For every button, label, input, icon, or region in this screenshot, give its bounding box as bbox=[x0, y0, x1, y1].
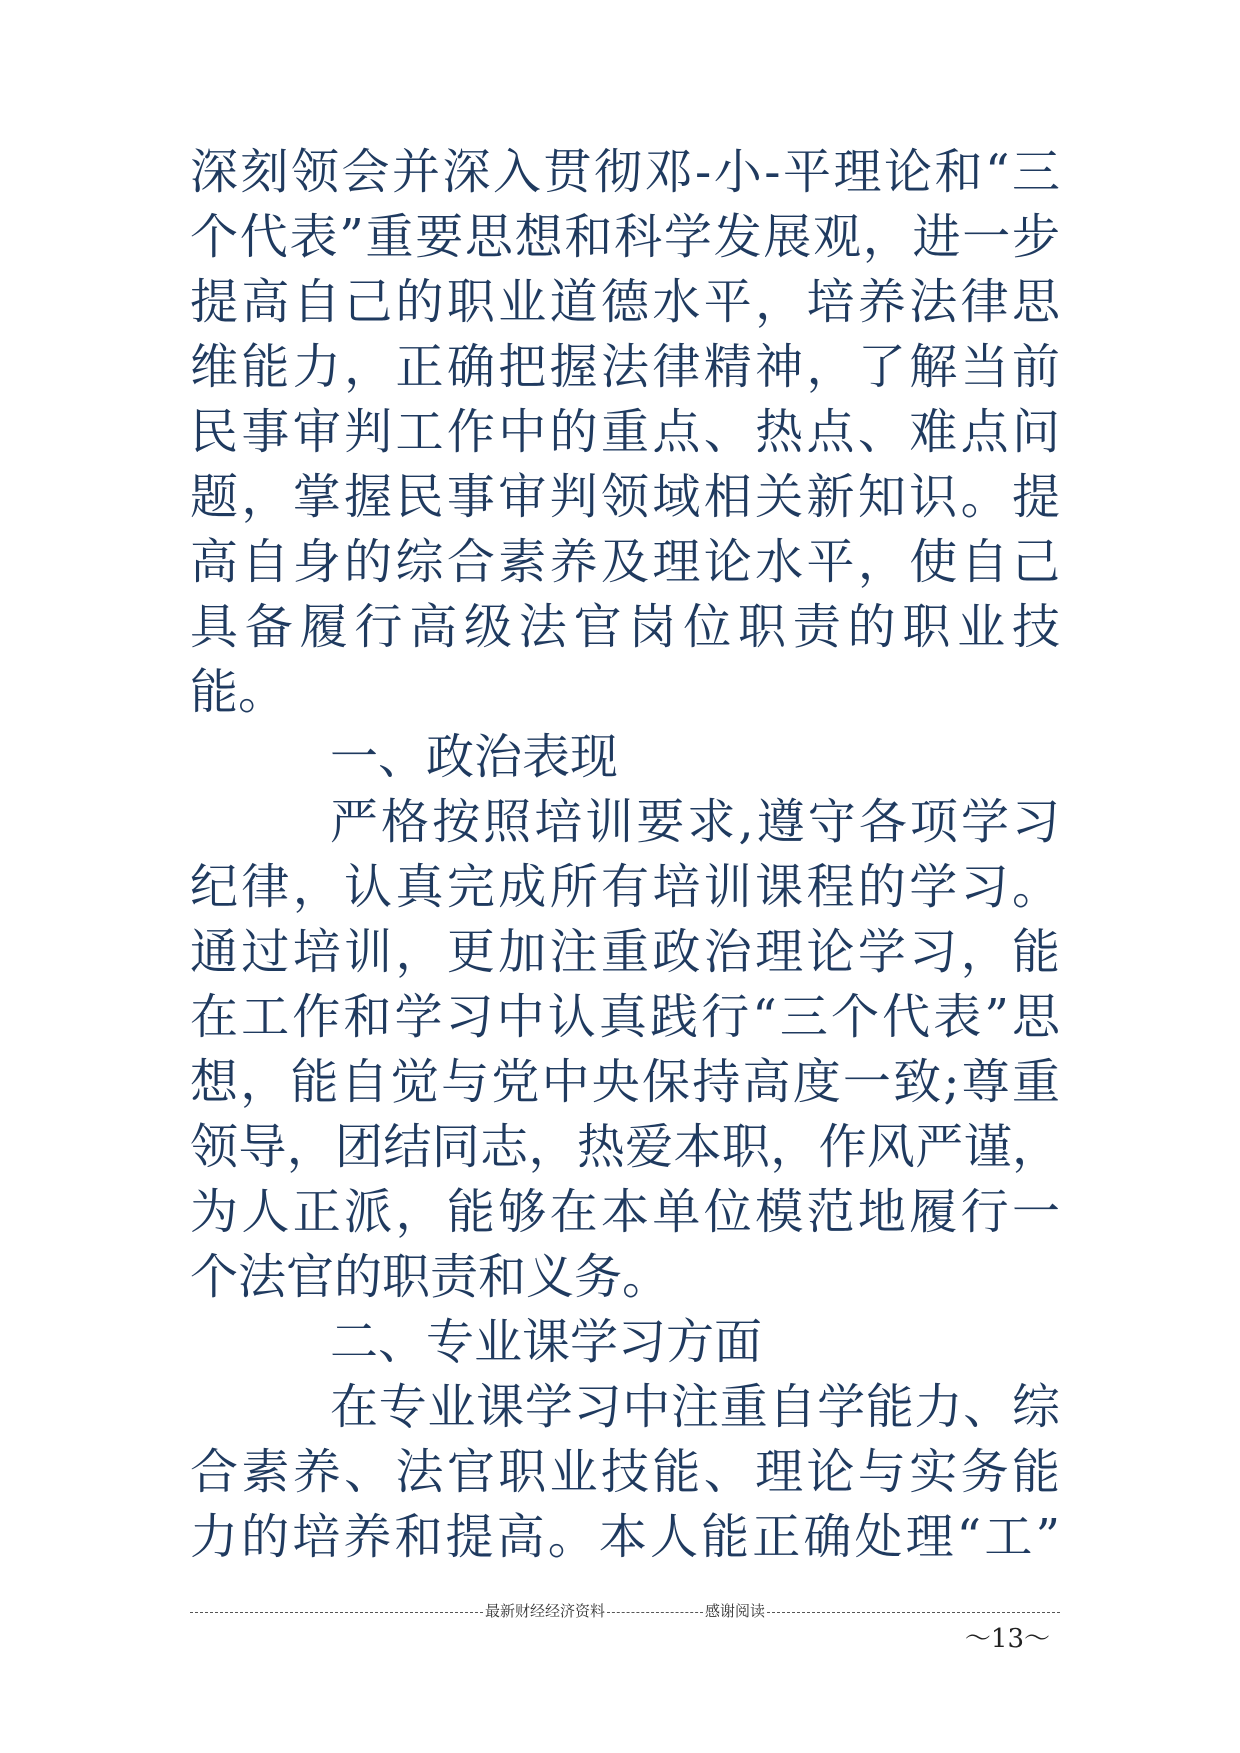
body-line: 题，掌握民事审判领域相关新知识。提 bbox=[190, 469, 1060, 525]
body-line: 具备履行高级法官岗位职责的职业技 bbox=[190, 599, 1060, 655]
body-line: 个代表”重要思想和科学发展观，进一步 bbox=[190, 209, 1060, 265]
footer-left-label: 最新财经经济资料 bbox=[484, 1602, 605, 1620]
footer-rule bbox=[190, 1601, 1060, 1621]
body-line: 在专业课学习中注重自学能力、综 bbox=[330, 1379, 1060, 1435]
body-line: 为人正派，能够在本单位模范地履行一 bbox=[190, 1184, 1060, 1240]
body-line: 纪律，认真完成所有培训课程的学习。 bbox=[190, 859, 1060, 915]
body-line: 民事审判工作中的重点、热点、难点问 bbox=[190, 404, 1060, 460]
body-line: 力的培养和提高。本人能正确处理“工” bbox=[190, 1509, 1060, 1565]
body-text bbox=[190, 140, 1060, 1570]
body-line: 严格按照培训要求,遵守各项学习 bbox=[330, 794, 1060, 850]
body-line: 想，能自觉与党中央保持高度一致;尊重 bbox=[190, 1054, 1060, 1110]
footer-dash-left bbox=[190, 1612, 483, 1613]
body-line: 合素养、法官职业技能、理论与实务能 bbox=[190, 1444, 1060, 1500]
body-line: 个法官的职责和义务。 bbox=[190, 1249, 671, 1305]
body-line: 能。 bbox=[190, 664, 287, 720]
footer-dash-middle bbox=[607, 1612, 703, 1613]
page-number: ～13～ bbox=[964, 1624, 1050, 1654]
body-line: 深刻领会并深入贯彻邓-小-平理论和“三 bbox=[190, 144, 1060, 200]
body-line: 领导，团结同志，热爱本职，作风严谨， bbox=[190, 1119, 1060, 1175]
footer-dash-right bbox=[767, 1612, 1060, 1613]
section-heading-political: 一、政治表现 bbox=[330, 729, 619, 785]
body-line: 在工作和学习中认真践行“三个代表”思 bbox=[190, 989, 1060, 1045]
body-line: 提高自己的职业道德水平，培养法律思 bbox=[190, 274, 1060, 330]
footer-right-label: 感谢阅读 bbox=[705, 1602, 766, 1620]
section-heading-professional: 二、专业课学习方面 bbox=[330, 1314, 763, 1370]
body-line: 通过培训，更加注重政治理论学习，能 bbox=[190, 924, 1060, 980]
body-line: 维能力，正确把握法律精神，了解当前 bbox=[190, 339, 1060, 395]
body-line: 高自身的综合素养及理论水平，使自己 bbox=[190, 534, 1060, 590]
